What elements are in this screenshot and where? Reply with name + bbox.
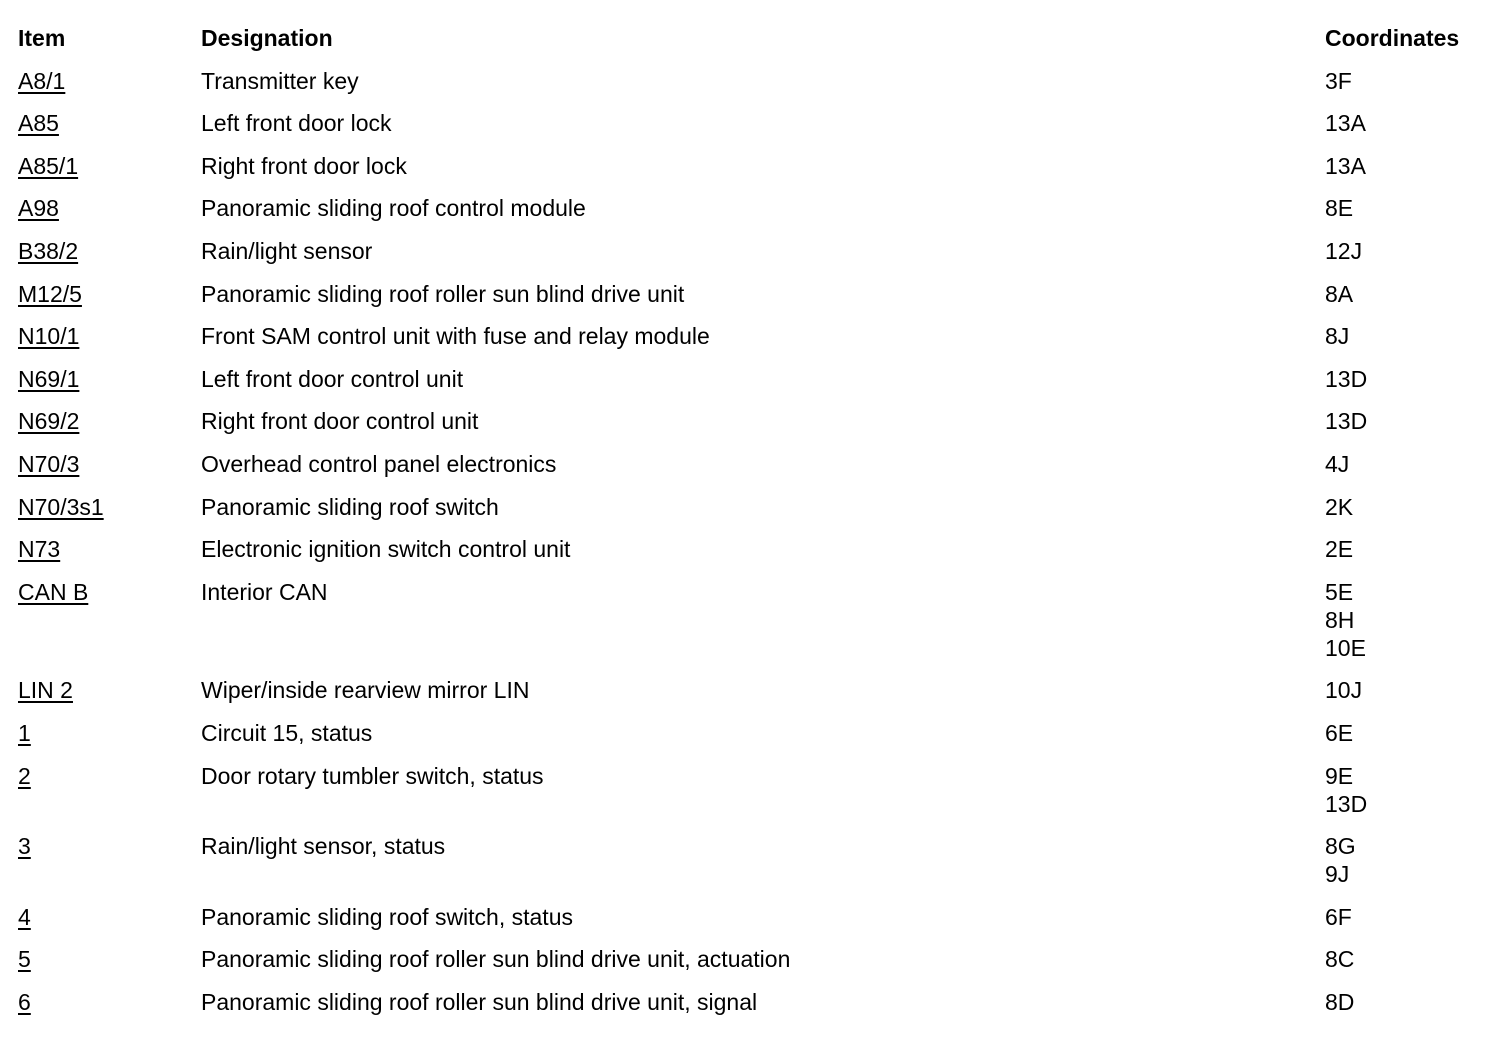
legend-item-cell [18, 407, 201, 435]
designation-cell: Electronic ignition switch control unit [201, 536, 571, 563]
legend-row [18, 945, 1488, 973]
item-column-header: Item [18, 25, 66, 51]
legend-row [18, 109, 1488, 137]
coordinate-value: 6E [1325, 719, 1354, 746]
coordinates-cell [1325, 719, 1488, 747]
legend-item-cell [18, 109, 201, 137]
legend-item-cell [18, 450, 201, 478]
legend-row [18, 578, 1488, 662]
item-link[interactable]: 4 [18, 903, 31, 930]
legend-row [18, 280, 1488, 308]
coordinate-value: 2K [1325, 493, 1354, 520]
designation-cell: Door rotary tumbler switch, status [201, 762, 544, 789]
designation-cell: Panoramic sliding roof roller sun blind drive unit, signal [201, 988, 758, 1015]
coordinate-value: 12J [1325, 237, 1363, 264]
coordinate-value: 3F [1325, 67, 1352, 94]
designation-cell: Right front door control unit [201, 408, 479, 435]
coordinates-cell [1325, 322, 1488, 350]
legend-item-cell [18, 578, 201, 606]
legend-row [18, 762, 1488, 818]
coordinates-cell [1325, 194, 1488, 222]
legend-item-cell [18, 194, 201, 222]
coordinates-cell [1325, 762, 1488, 818]
coordinates-cell [1325, 407, 1488, 435]
legend-item-cell [18, 280, 201, 308]
designation-cell: Overhead control panel electronics [201, 450, 557, 477]
coordinate-value: 8J [1325, 323, 1350, 350]
legend-row [18, 903, 1488, 931]
coordinates-cell [1325, 903, 1488, 931]
item-link[interactable]: M12/5 [18, 280, 82, 307]
legend-item-cell [18, 365, 201, 393]
coordinates-cell [1325, 493, 1488, 521]
legend-body [18, 67, 1488, 1016]
designation-cell: Panoramic sliding roof switch, status [201, 903, 573, 930]
designation-cell: Left front door control unit [201, 365, 464, 392]
designation-cell: Circuit 15, status [201, 719, 373, 746]
item-link[interactable]: 1 [18, 719, 31, 746]
legend-item-cell [18, 945, 201, 973]
coordinate-value: 10J [1325, 677, 1363, 704]
legend-item-cell [18, 237, 201, 265]
coordinate-value: 13D [1325, 408, 1368, 435]
coordinate-value: 8E [1325, 195, 1354, 222]
coordinates-cell [1325, 988, 1488, 1016]
coordinates-cell [1325, 280, 1488, 308]
legend-row [18, 67, 1488, 95]
legend-row [18, 676, 1488, 704]
coordinates-cell [1325, 676, 1488, 704]
item-link[interactable]: N70/3 [18, 450, 80, 477]
coordinates-cell [1325, 450, 1488, 478]
legend-table [18, 24, 1488, 1030]
designation-cell: Rain/light sensor [201, 237, 373, 264]
coordinates-cell [1325, 535, 1488, 563]
coordinate-value: 10E [1325, 634, 1366, 661]
item-link[interactable]: LIN 2 [18, 677, 73, 704]
coordinate-value: 4J [1325, 450, 1350, 477]
item-link[interactable]: 5 [18, 946, 31, 973]
legend-item-cell [18, 719, 201, 747]
coordinates-cell [1325, 945, 1488, 973]
legend-row [18, 493, 1488, 521]
coordinate-value: 8C [1325, 946, 1355, 973]
legend-row [18, 719, 1488, 747]
designation-cell: Panoramic sliding roof roller sun blind drive unit [201, 280, 685, 307]
coordinate-value: 8G [1325, 833, 1356, 860]
coordinate-value: 5E [1325, 578, 1354, 605]
legend-item-cell [18, 152, 201, 180]
designation-cell: Interior CAN [201, 578, 328, 605]
item-link[interactable]: N70/3s1 [18, 493, 104, 520]
legend-header [18, 24, 1488, 52]
designation-cell: Wiper/inside rearview mirror LIN [201, 677, 530, 704]
coordinate-value: 13D [1325, 790, 1368, 817]
coordinate-value: 13D [1325, 365, 1368, 392]
designation-cell: Panoramic sliding roof roller sun blind drive unit, actuation [201, 946, 791, 973]
item-link[interactable]: 2 [18, 762, 31, 789]
legend-row [18, 450, 1488, 478]
designation-cell: Panoramic sliding roof switch [201, 493, 499, 520]
legend-row [18, 237, 1488, 265]
legend-item-cell [18, 676, 201, 704]
legend-row [18, 832, 1488, 888]
legend-row [18, 322, 1488, 350]
item-link[interactable]: N69/1 [18, 365, 80, 392]
designation-cell: Left front door lock [201, 110, 392, 137]
legend-item-cell [18, 988, 201, 1016]
item-link[interactable]: 6 [18, 988, 31, 1015]
item-link[interactable]: N73 [18, 536, 61, 563]
item-link[interactable]: N69/2 [18, 408, 80, 435]
coordinate-value: 6F [1325, 903, 1352, 930]
legend-row [18, 535, 1488, 563]
item-link[interactable]: A85/1 [18, 152, 79, 179]
designation-cell: Rain/light sensor, status [201, 833, 446, 860]
legend-row [18, 152, 1488, 180]
coordinate-value: 8H [1325, 606, 1355, 633]
coordinate-value: 8A [1325, 280, 1354, 307]
coordinate-value: 13A [1325, 152, 1366, 179]
coordinate-value: 9J [1325, 861, 1350, 888]
designation-column-header: Designation [201, 25, 333, 51]
coordinate-value: 13A [1325, 110, 1366, 137]
coordinates-cell [1325, 365, 1488, 393]
item-link[interactable]: B38/2 [18, 237, 79, 264]
coordinates-column-header: Coordinates [1325, 25, 1460, 51]
legend-item-cell [18, 535, 201, 563]
coordinate-value: 8D [1325, 988, 1355, 1015]
designation-cell: Panoramic sliding roof control module [201, 195, 586, 222]
coordinates-cell [1325, 578, 1488, 662]
coordinates-cell [1325, 67, 1488, 95]
item-link[interactable]: N10/1 [18, 323, 80, 350]
legend-row [18, 407, 1488, 435]
legend-row [18, 194, 1488, 222]
legend-item-cell [18, 322, 201, 350]
coordinates-cell [1325, 152, 1488, 180]
coordinates-cell [1325, 832, 1488, 888]
item-link[interactable]: A98 [18, 195, 59, 222]
designation-cell: Right front door lock [201, 152, 407, 179]
legend-item-cell [18, 832, 201, 860]
item-link[interactable]: CAN B [18, 578, 89, 605]
coordinate-value: 2E [1325, 536, 1354, 563]
coordinate-value: 9E [1325, 762, 1354, 789]
item-link[interactable]: 3 [18, 833, 31, 860]
designation-cell: Transmitter key [201, 67, 359, 94]
legend-item-cell [18, 762, 201, 790]
coordinates-cell [1325, 109, 1488, 137]
item-link[interactable]: A85 [18, 110, 59, 137]
designation-cell: Front SAM control unit with fuse and relay module [201, 323, 710, 350]
legend-item-cell [18, 67, 201, 95]
legend-item-cell [18, 903, 201, 931]
legend-item-cell [18, 493, 201, 521]
coordinates-cell [1325, 237, 1488, 265]
legend-row [18, 988, 1488, 1016]
item-link[interactable]: A8/1 [18, 67, 66, 94]
legend-row [18, 365, 1488, 393]
